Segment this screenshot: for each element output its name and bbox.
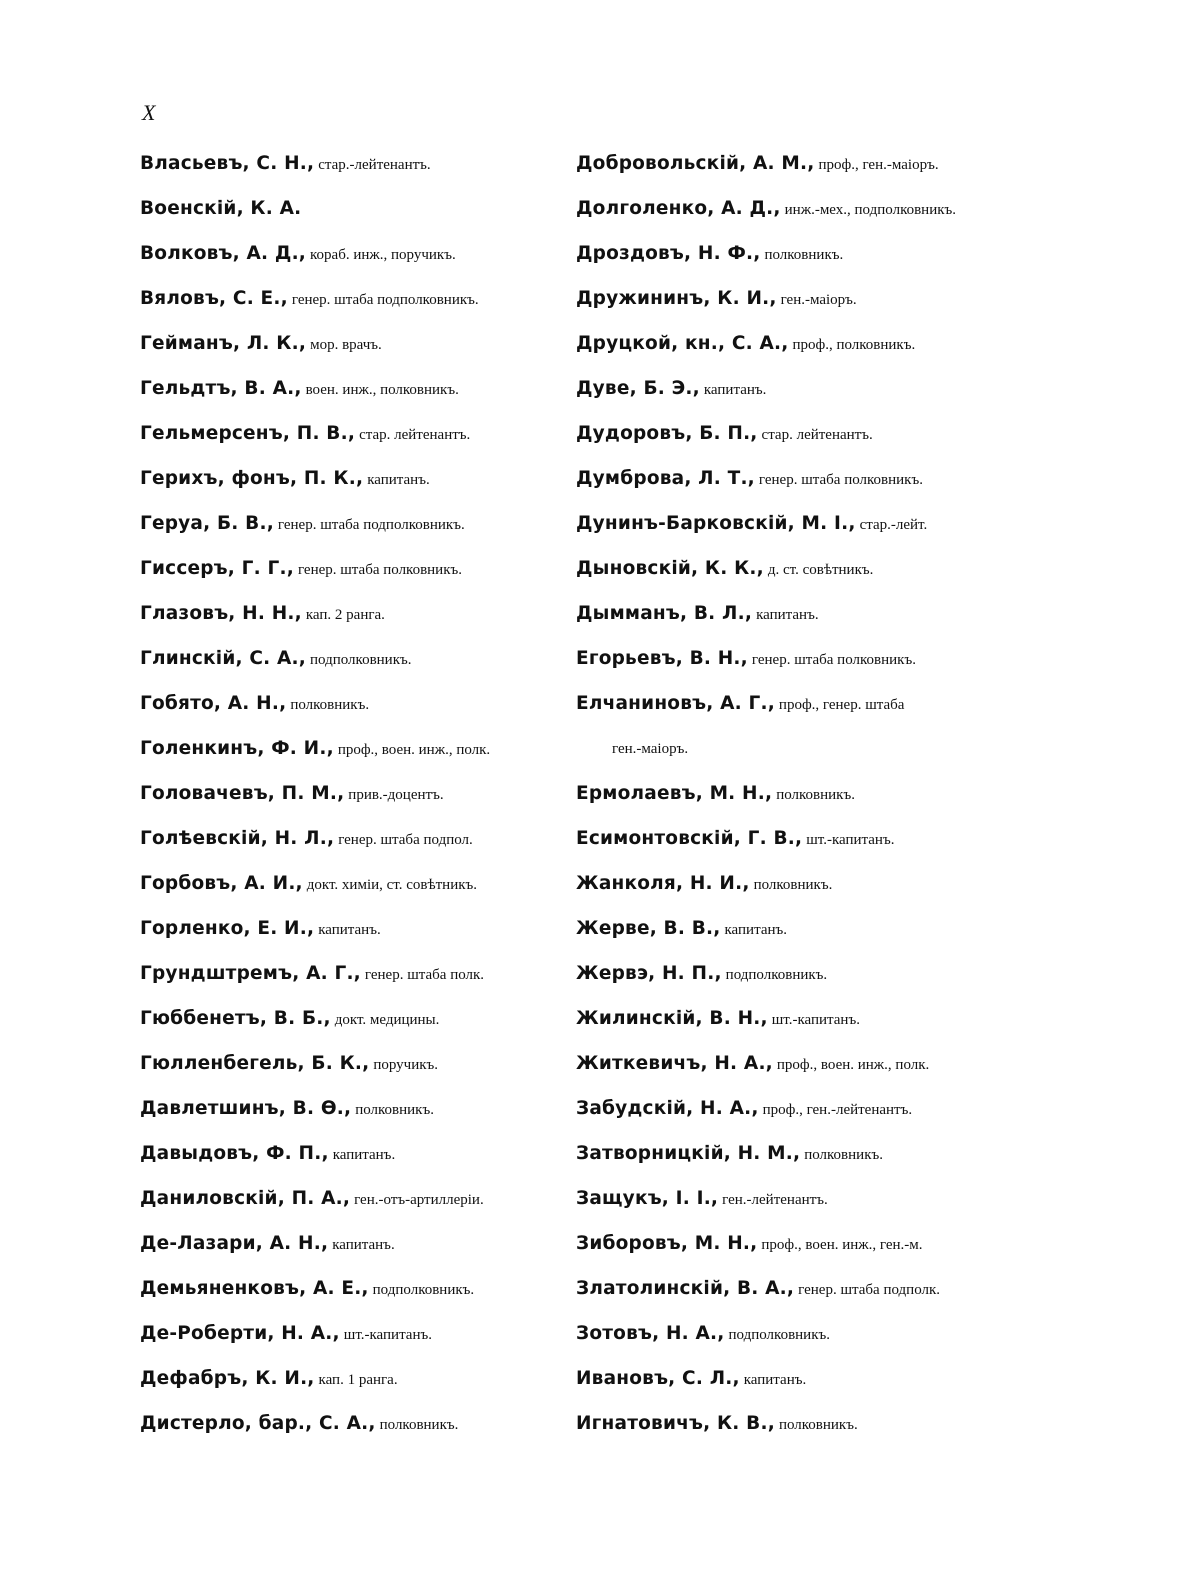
entry-name: Защукъ, І. І., [576,1188,719,1209]
entry-description: кораб. инж., поручикъ. [310,247,456,263]
list-entry [576,825,996,870]
entry-description: стар. лейтенантъ. [359,427,471,443]
list-entry [576,1140,996,1185]
entry-description: генер. штаба подполковникъ. [291,292,479,308]
entry-name: Гюлленбегель, Б. К., [140,1053,370,1074]
list-entry [140,1320,570,1365]
entry-description: полковникъ. [778,1417,858,1433]
entry-name: Де-Лазари, А. Н., [140,1233,329,1254]
entry-name: Думброва, Л. Т., [576,468,755,489]
entry-name: Ермолаевъ, М. Н., [576,783,773,804]
entry-description: капитанъ. [724,922,788,938]
entry-description: ген.-лейтенантъ. [722,1192,828,1208]
entry-description: воен. инж., полковникъ. [305,382,459,398]
entry-description: проф., воен. инж., ген.-м. [761,1237,923,1253]
list-entry [140,285,570,330]
entry-description: шт.-капитанъ. [343,1327,432,1343]
entry-description: проф., воен. инж., полк. [337,742,491,758]
entry-description: ген.-отъ-артиллеріи. [354,1192,484,1208]
list-entry [140,375,570,420]
entry-name: Ивановъ, С. Л., [576,1368,740,1389]
entry-description: ген.-маіоръ. [612,741,689,757]
entry-description: проф., генер. штаба [778,697,905,713]
list-entry [576,150,996,195]
list-entry [140,1185,570,1230]
list-entry [576,555,996,600]
list-entry [140,240,570,285]
entry-name: Де-Роберти, Н. А., [140,1323,340,1344]
entry-description: поручикъ. [373,1057,439,1073]
entry-description: полковникъ. [290,697,370,713]
list-entry [576,375,996,420]
list-entry [576,600,996,645]
entry-name: Забудскій, Н. А., [576,1098,759,1119]
entry-description: проф., ген.-маіоръ. [818,157,939,173]
entry-name: Добровольскій, А. М., [576,153,815,174]
entry-description: капитанъ. [743,1372,807,1388]
entry-name: Гобято, А. Н., [140,693,287,714]
entry-description: полковникъ. [753,877,833,893]
list-entry [140,330,570,375]
entry-description: стар. лейтенантъ. [761,427,873,443]
list-entry [140,960,570,1005]
list-entry [576,285,996,330]
entry-description: генер. штаба полк. [364,967,485,983]
list-entry [576,465,996,510]
entry-description: д. ст. совѣтникъ. [767,562,874,578]
entry-name: Жилинскій, В. Н., [576,1008,768,1029]
entry-description: мор. врачъ. [310,337,382,353]
entry-name: Зотовъ, Н. А., [576,1323,725,1344]
entry-continuation [576,735,996,780]
entry-name: Жервэ, Н. П., [576,963,722,984]
list-entry [576,1185,996,1230]
entry-description: полковникъ. [764,247,844,263]
list-entry [140,465,570,510]
list-entry [576,240,996,285]
entry-name: Дружининъ, К. И., [576,288,777,309]
entry-name: Голѣевскій, Н. Л., [140,828,335,849]
entry-name: Власьевъ, С. Н., [140,153,315,174]
entry-name: Дымманъ, В. Л., [576,603,753,624]
entry-name: Военскій, К. А. [140,198,302,219]
list-entry [576,1320,996,1365]
entry-description: прив.-доцентъ. [348,787,444,803]
list-entry [576,420,996,465]
list-entry [140,1140,570,1185]
entry-name: Житкевичъ, Н. А., [576,1053,773,1074]
list-entry [140,195,570,240]
list-entry [140,825,570,870]
entry-name: Друцкой, кн., С. А., [576,333,789,354]
list-entry [140,690,570,735]
entry-name: Игнатовичъ, К. В., [576,1413,775,1434]
entry-name: Горленко, Е. И., [140,918,315,939]
entry-description: шт.-капитанъ. [806,832,895,848]
list-entry [140,915,570,960]
list-entry [576,1230,996,1275]
entry-description: ген.-маіоръ. [780,292,857,308]
list-entry [576,195,996,240]
list-entry [576,915,996,960]
entry-name: Дуве, Б. Э., [576,378,700,399]
entry-name: Голенкинъ, Ф. И., [140,738,334,759]
list-entry [140,780,570,825]
list-entry [140,1275,570,1320]
list-entry [576,1005,996,1050]
left-column [140,150,570,1455]
entry-name: Даниловскій, П. А., [140,1188,351,1209]
entry-name: Давыдовъ, Ф. П., [140,1143,329,1164]
entry-description: капитанъ. [318,922,381,938]
entry-description: капитанъ. [332,1237,395,1253]
entry-description: полковникъ. [355,1102,434,1118]
entry-description: кап. 2 ранга. [305,607,385,623]
entry-description: генер. штаба полковникъ. [297,562,463,578]
list-entry [576,1095,996,1140]
entry-description: генер. штаба полковникъ. [758,472,923,488]
list-entry [576,330,996,375]
entry-description: подполковникъ. [725,967,828,983]
entry-name: Давлетшинъ, В. Ѳ., [140,1098,352,1119]
entry-name: Грундштремъ, А. Г., [140,963,361,984]
entry-name: Гюббенетъ, В. Б., [140,1008,331,1029]
list-entry [140,1410,570,1455]
list-entry [576,960,996,1005]
entry-description: генер. штаба подполковникъ. [277,517,465,533]
entry-name: Дроздовъ, Н. Ф., [576,243,761,264]
list-entry [140,1095,570,1140]
entry-name: Геруа, Б. В., [140,513,274,534]
entry-description: капитанъ. [367,472,430,488]
entry-description: генер. штаба подпол. [338,832,473,848]
list-entry [140,555,570,600]
entry-name: Затворницкій, Н. М., [576,1143,801,1164]
entry-description: проф., воен. инж., полк. [776,1057,930,1073]
right-column [576,150,996,1455]
list-entry [576,870,996,915]
list-entry [140,645,570,690]
list-entry [140,150,570,195]
entry-name: Златолинскій, В. А., [576,1278,795,1299]
list-entry [140,510,570,555]
list-entry [576,690,996,735]
entry-description: полковникъ. [776,787,855,803]
list-entry [576,1275,996,1320]
list-entry [576,1050,996,1095]
entry-name: Гельмерсенъ, П. В., [140,423,356,444]
entry-description: инж.-мех., подполковникъ. [784,202,957,218]
entry-description: шт.-капитанъ. [771,1012,860,1028]
list-entry [576,780,996,825]
entry-description: подполковникъ. [728,1327,830,1343]
entry-description: кап. 1 ранга. [318,1372,398,1388]
list-entry [140,600,570,645]
entry-name: Елчаниновъ, А. Г., [576,693,775,714]
entry-name: Горбовъ, А. И., [140,873,303,894]
page-number: X [142,100,157,125]
entry-description: полковникъ. [804,1147,883,1163]
list-entry [140,1365,570,1410]
entry-name: Вяловъ, С. Е., [140,288,288,309]
list-entry [140,735,570,780]
entry-name: Дудоровъ, Б. П., [576,423,758,444]
entry-description: подполковникъ. [310,652,412,668]
entry-name: Дефабръ, К. И., [140,1368,315,1389]
entry-name: Волковъ, А. Д., [140,243,307,264]
entry-name: Глазовъ, Н. Н., [140,603,302,624]
entry-description: капитанъ. [703,382,767,398]
entry-name: Дыновскій, К. К., [576,558,764,579]
entry-name: Головачевъ, П. М., [140,783,345,804]
entry-name: Жанколя, Н. И., [576,873,750,894]
entry-description: стар.-лейт. [859,517,928,533]
entry-description: стар.-лейтенантъ. [318,157,431,173]
entry-name: Есимонтовскій, Г. В., [576,828,803,849]
entry-name: Дунинъ-Барковскій, М. І., [576,513,856,534]
entry-name: Глинскій, С. А., [140,648,306,669]
entry-description: докт. химіи, ст. совѣтникъ. [306,877,478,893]
list-entry [576,645,996,690]
entry-name: Дистерло, бар., С. А., [140,1413,376,1434]
entry-description: генер. штаба полковникъ. [751,652,916,668]
list-entry [140,1005,570,1050]
entry-description: капитанъ. [332,1147,396,1163]
entry-name: Демьяненковъ, А. Е., [140,1278,369,1299]
list-entry [140,1050,570,1095]
entry-description: докт. медицины. [334,1012,440,1028]
entry-name: Герихъ, фонъ, П. К., [140,468,364,489]
list-entry [576,1365,996,1410]
entry-description: проф., полковникъ. [792,337,916,353]
entry-name: Гиссеръ, Г. Г., [140,558,294,579]
entry-description: проф., ген.-лейтенантъ. [762,1102,913,1118]
entry-description: подполковникъ. [372,1282,475,1298]
entry-description: полковникъ. [379,1417,459,1433]
entry-name: Гельдтъ, В. А., [140,378,302,399]
list-entry [140,420,570,465]
list-entry [576,510,996,555]
entry-name: Жерве, В. В., [576,918,721,939]
list-entry [140,870,570,915]
entry-description: капитанъ. [756,607,819,623]
entry-name: Егорьевъ, В. Н., [576,648,748,669]
entry-name: Долголенко, А. Д., [576,198,781,219]
list-entry [140,1230,570,1275]
entry-name: Гейманъ, Л. К., [140,333,307,354]
entry-description: генер. штаба подполк. [798,1282,941,1298]
list-entry [576,1410,996,1455]
entry-name: Зиборовъ, М. Н., [576,1233,758,1254]
